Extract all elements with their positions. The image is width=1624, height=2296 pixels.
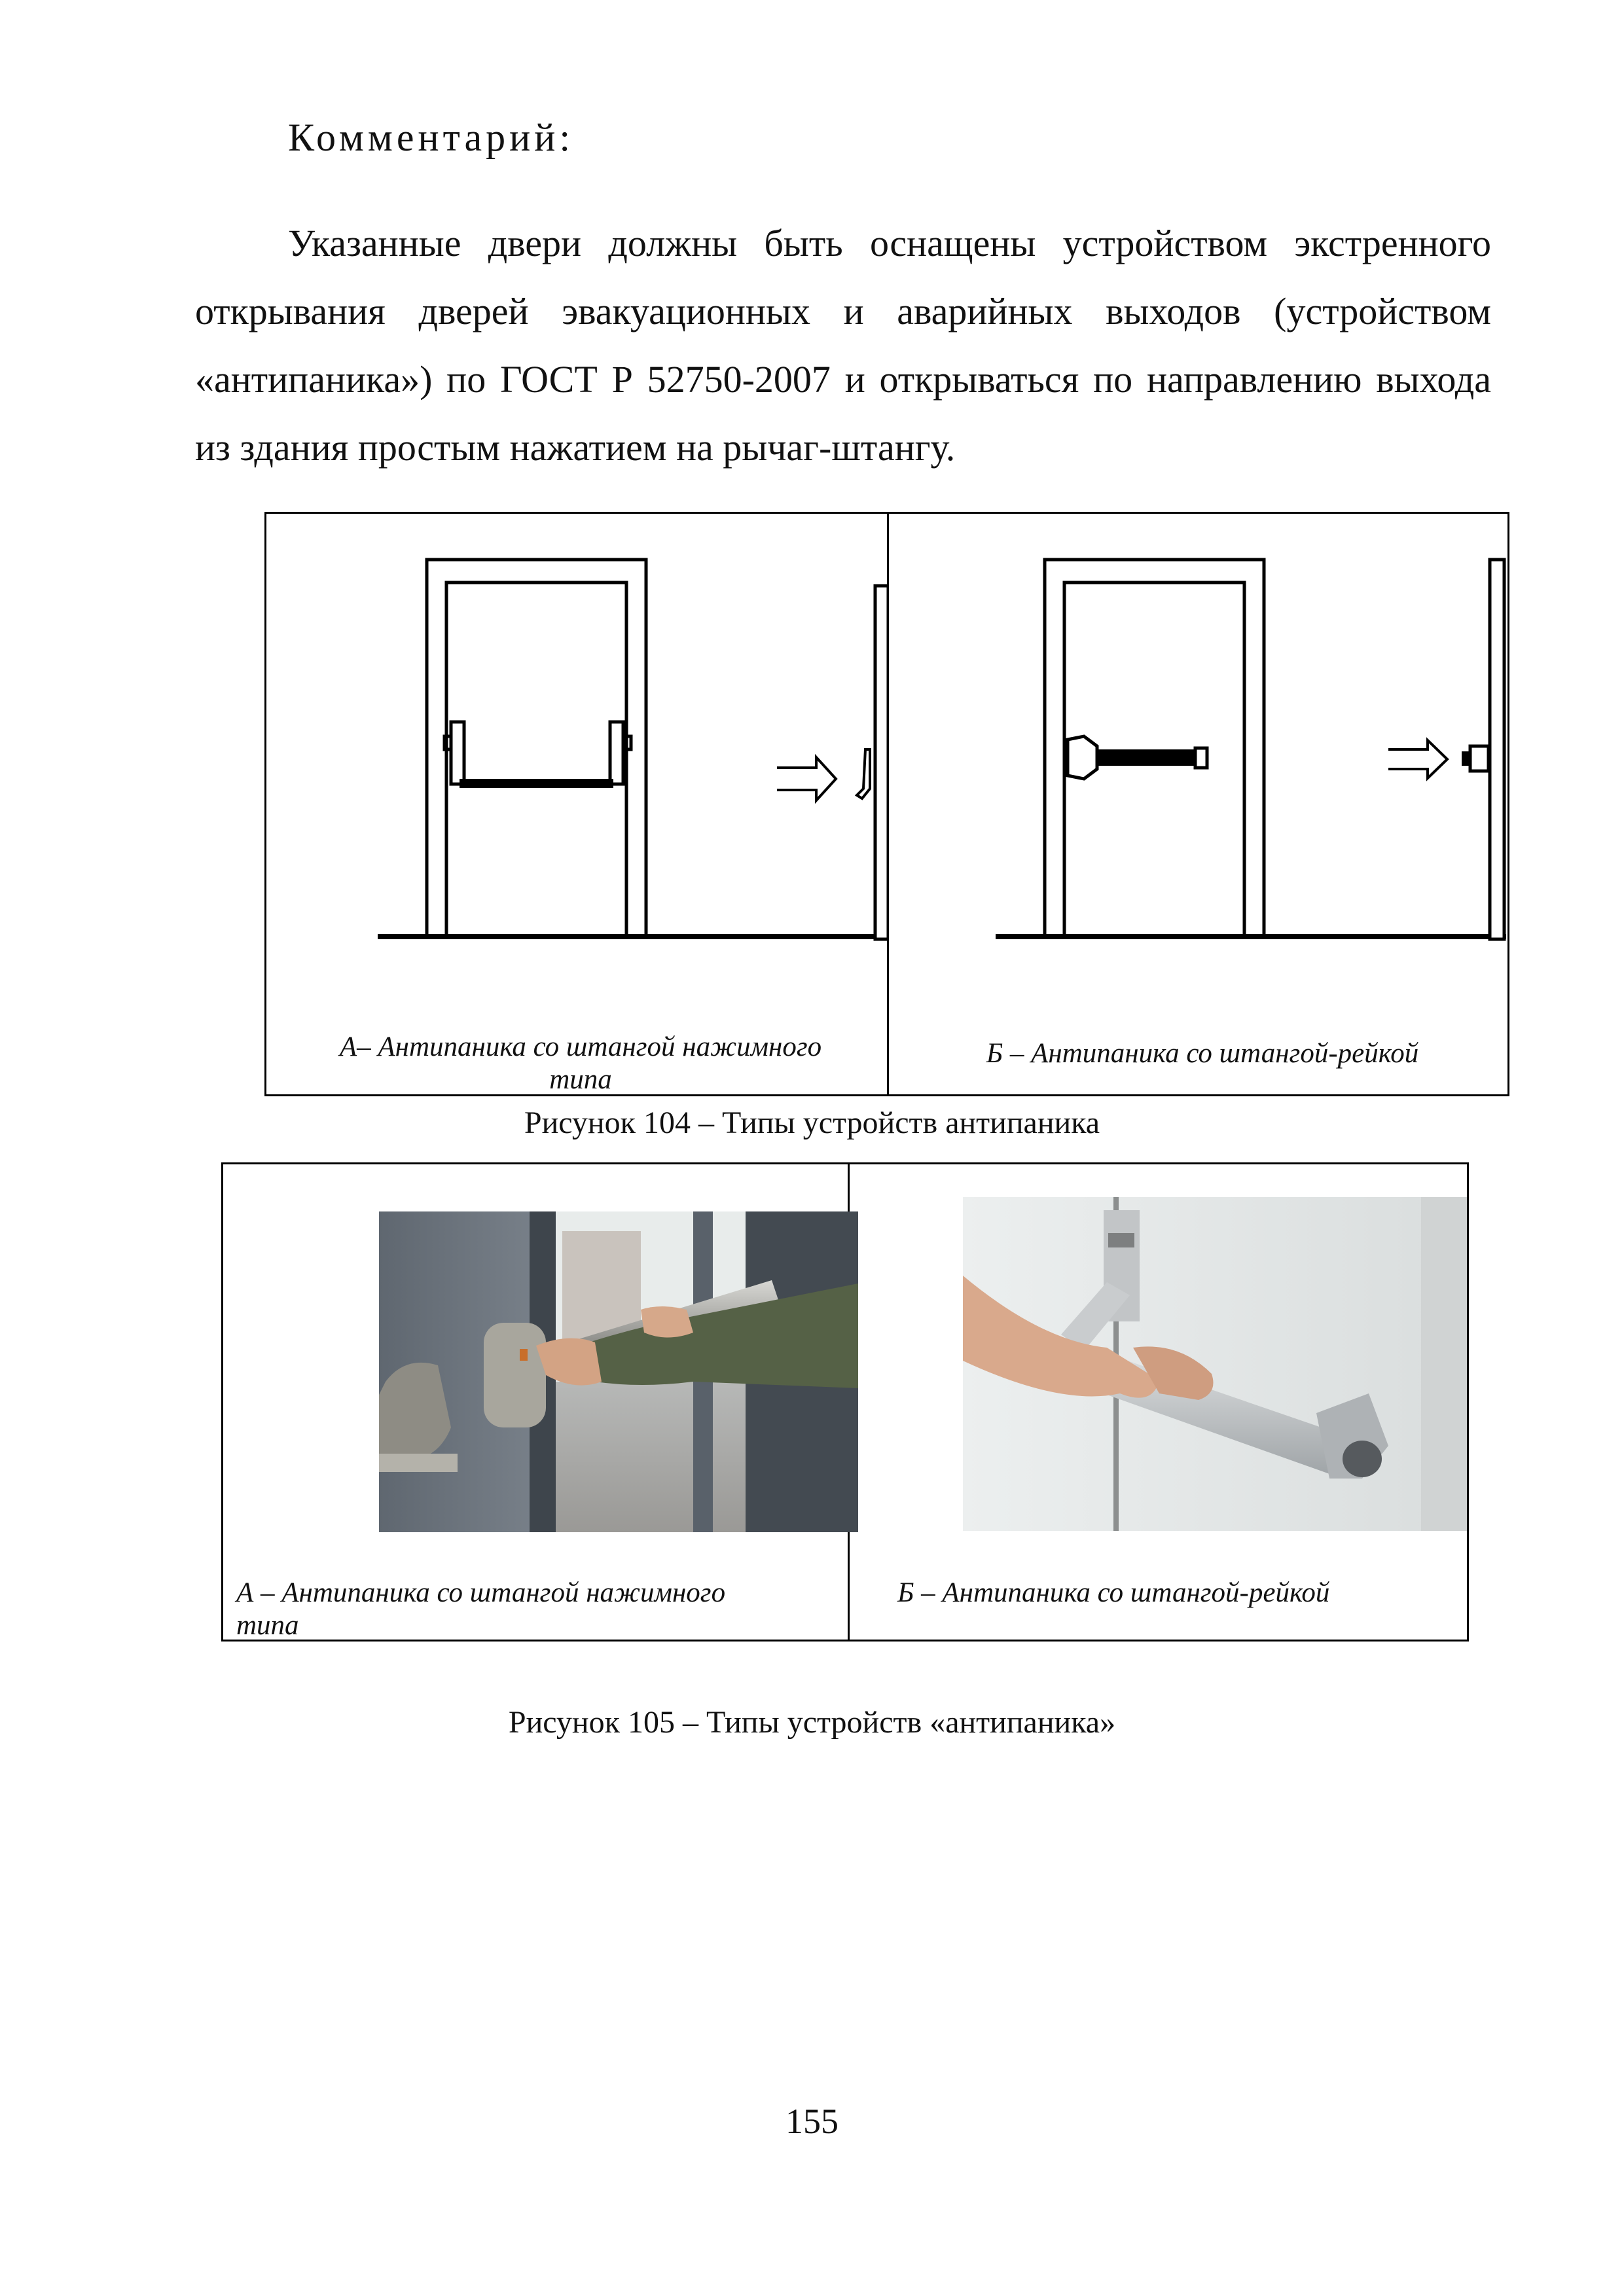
figure-105-caption: Рисунок 105 – Типы устройств «антипаника» [508, 1705, 1116, 1740]
subcaption-a-line1: А– Антипаника со штангой нажимного [339, 1031, 822, 1062]
paragraph-line: открывания дверей эвакуационных и аварийных выходов (устройством [195, 290, 1491, 332]
figure-104-subcaption-b: Б – Антипаника со штангой-рейкой [986, 1038, 1419, 1069]
figure-105-subcaption-b: Б – Антипаника со штангой-рейкой [897, 1577, 1330, 1608]
subcaption-a-line2: типа [236, 1610, 299, 1641]
push-bar-photo [379, 1211, 858, 1532]
comment-heading: Комментарий: [288, 116, 575, 159]
figure-104-caption: Рисунок 104 – Типы устройств антипаника [524, 1105, 1100, 1140]
figure-105-subcaption-a [236, 1577, 812, 1642]
paragraph-line: Указанные двери должны быть оснащены устройством экстренного [288, 222, 1491, 264]
body-paragraph [195, 209, 1491, 482]
paragraph-line: из здания простым нажатием на рычаг-штангу. [195, 426, 956, 469]
figure-105-box [221, 1162, 1469, 1641]
push-bar-door-drawing [378, 553, 888, 1011]
touch-bar-photo [963, 1197, 1467, 1531]
figure-104-subcaption-a [293, 1031, 869, 1096]
touch-bar-door-drawing [996, 553, 1506, 1011]
paragraph-line: «антипаника») по ГОСТ Р 52750-2007 и открываться по направлению выхода [195, 358, 1491, 401]
subcaption-a-line1: А – Антипаника со штангой нажимного [236, 1577, 726, 1608]
subcaption-a-line2: типа [549, 1064, 612, 1095]
figure-104-box [264, 512, 1509, 1096]
page-number: 155 [785, 2102, 839, 2141]
